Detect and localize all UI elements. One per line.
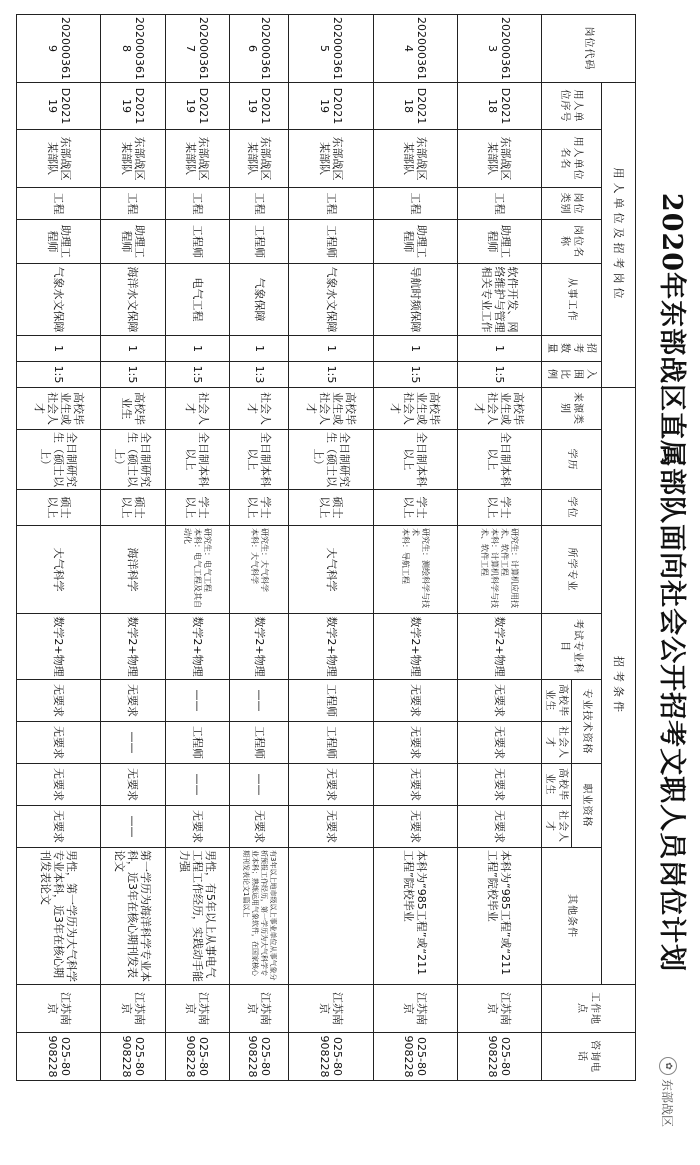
cell-other: 男性，第一学历为大气科学专业本科，近3年在核心期刊发表论文 [17,848,101,985]
cell-tq-grad: 无要求 [457,680,541,722]
header-vq-social: 社会人才 [542,806,572,848]
cell-post-type: 工程 [289,188,373,220]
header-post-code: 岗位代码 [542,15,636,83]
cell-vq-social: —— [101,806,165,848]
cell-tq-social: 无要求 [457,722,541,764]
cell-major: 研究生：电气工程 本科：电气工程及其自动化 [165,526,229,614]
cell-exam: 数学2+物理 [373,614,457,680]
cell-major: 大气科学 [289,526,373,614]
cell-education: 全日制本科以上 [457,430,541,490]
cell-vq-grad: 无要求 [101,764,165,806]
cell-tq-grad: —— [165,680,229,722]
header-count: 招考数量 [542,336,602,362]
cell-vq-social: 无要求 [457,806,541,848]
cell-degree: 学士以上 [229,490,289,526]
cell-phone: 025-80908228 [165,1033,229,1081]
cell-work: 海洋水文保障 [101,264,165,336]
cell-unit-code: D202118 [373,83,457,130]
cell-tq-social: 工程师 [165,722,229,764]
cell-post-type: 工程 [17,188,101,220]
cell-exam: 数学2+物理 [101,614,165,680]
cell-exam: 数学2+物理 [17,614,101,680]
cell-source: 高校毕业生或社会人才 [457,388,541,430]
cell-vq-grad: —— [165,764,229,806]
cell-unit-name: 东部战区某部队 [229,130,289,188]
cell-ratio: 1:5 [101,362,165,388]
cell-ratio: 1:5 [373,362,457,388]
cell-source: 高校毕业生或社会人才 [289,388,373,430]
cell-tq-social: —— [101,722,165,764]
cell-post-name: 工程师 [289,220,373,264]
cell-education: 全日制研究生（硕士以上） [101,430,165,490]
cell-tq-social: 工程师 [229,722,289,764]
cell-source: 高校毕业生或社会人才 [373,388,457,430]
cell-vq-grad: 无要求 [373,764,457,806]
cell-work: 气象水文保障 [17,264,101,336]
cell-vq-grad: 无要求 [289,764,373,806]
cell-post-type: 工程 [457,188,541,220]
cell-post-name: 助理工程师 [101,220,165,264]
cell-exam: 数学2+物理 [289,614,373,680]
cell-degree: 硕士以上 [101,490,165,526]
cell-other: 第一学历为海洋科学专业本科，近3年在核心期刊发表论文 [101,848,165,985]
cell-vq-social: 无要求 [373,806,457,848]
cell-post-code: 2020003619 [17,15,101,83]
header-vq-grad: 高校毕业生 [542,764,572,806]
cell-post-code: 2020003617 [165,15,229,83]
cell-unit-code: D202119 [289,83,373,130]
header-location: 工作地点 [542,985,636,1033]
cell-location: 江苏南京 [373,985,457,1033]
cell-unit-code: D202118 [457,83,541,130]
header-tq-grad: 高校毕业生 [542,680,572,722]
cell-other: 有3年以上地市级以上事业单位从事气象分析预报工作经历，第一学历为大气科学专业本科；熟练运用气象软件，在国家核心期刊发表论文1篇以上 [229,848,289,985]
cell-education: 全日制研究生（硕士以上） [17,430,101,490]
cell-post-name: 工程师 [229,220,289,264]
cell-degree: 学士以上 [373,490,457,526]
cell-tq-grad: —— [229,680,289,722]
header-other: 其他条件 [542,848,602,985]
header-source: 来源类别 [542,388,602,430]
table-row [229,15,289,1081]
group-unit: 用人单位及招考岗位 [602,83,636,388]
cell-count: 1 [289,336,373,362]
cell-education: 全日制本科以上 [165,430,229,490]
cell-vq-grad: 无要求 [457,764,541,806]
cell-exam: 数学2+物理 [457,614,541,680]
cell-other: 男性，有5年以上从事电气工程工作经历，实践动手能力强 [165,848,229,985]
cell-post-code: 2020003613 [457,15,541,83]
cell-tq-grad: 无要求 [101,680,165,722]
cell-phone: 025-80908228 [17,1033,101,1081]
cell-ratio: 1:3 [229,362,289,388]
cell-other: 本科为“985工程”或“211工程”院校毕业 [373,848,457,985]
cell-exam: 数学2+物理 [229,614,289,680]
cell-count: 1 [457,336,541,362]
cell-post-code: 2020003616 [229,15,289,83]
cell-post-type: 工程 [101,188,165,220]
cell-count: 1 [17,336,101,362]
cell-vq-social: 无要求 [289,806,373,848]
cell-unit-name: 东部战区某部队 [17,130,101,188]
header-vocational-qual: 职业资格 [572,764,602,848]
cell-tq-grad: 无要求 [17,680,101,722]
cell-phone: 025-80908228 [101,1033,165,1081]
wechat-account-icon: ✿ [659,1057,677,1075]
cell-degree: 学士以上 [457,490,541,526]
watermark-text: 东部战区 [660,1079,675,1128]
cell-tq-social: 工程师 [289,722,373,764]
header-degree: 学位 [542,490,602,526]
watermark [656,1057,680,1157]
cell-source: 高校毕业生 [101,388,165,430]
cell-phone: 025-80908228 [229,1033,289,1081]
cell-degree: 硕士以上 [289,490,373,526]
table-row [457,15,541,1081]
cell-post-type: 工程 [229,188,289,220]
header-education: 学历 [542,430,602,490]
cell-post-code: 2020003614 [373,15,457,83]
cell-phone: 025-80908228 [373,1033,457,1081]
cell-major: 研究生：计算机应用技术、软件工程 本科：计算机科学与技术、软件工程 [457,526,541,614]
cell-unit-code: D202119 [229,83,289,130]
header-unit-name: 用人单位名名 [542,130,602,188]
cell-count: 1 [373,336,457,362]
cell-vq-grad: 无要求 [17,764,101,806]
cell-vq-grad: —— [229,764,289,806]
cell-degree: 硕士以上 [17,490,101,526]
table-row [17,15,101,1081]
header-work: 从事工作 [542,264,602,336]
cell-post-name: 助理工程师 [17,220,101,264]
cell-post-type: 工程 [165,188,229,220]
cell-work: 气象保障 [229,264,289,336]
cell-unit-name: 东部战区某部队 [457,130,541,188]
header-major: 所学专业 [542,526,602,614]
cell-ratio: 1:5 [17,362,101,388]
header-ratio: 入围比例 [542,362,602,388]
cell-source: 高校毕业生或社会人才 [17,388,101,430]
table-row [289,15,373,1081]
cell-source: 社会人才 [165,388,229,430]
cell-count: 1 [165,336,229,362]
cell-unit-name: 东部战区某部队 [373,130,457,188]
cell-phone: 025-80908228 [457,1033,541,1081]
cell-ratio: 1:5 [457,362,541,388]
cell-education: 全日制研究生（硕士以上） [289,430,373,490]
cell-post-type: 工程 [373,188,457,220]
cell-tq-social: 无要求 [373,722,457,764]
cell-post-name: 助理工程师 [457,220,541,264]
cell-unit-name: 东部战区某部队 [289,130,373,188]
cell-tq-grad: 工程师 [289,680,373,722]
page-title: 2020年东部战区直属部队面向社会公开招考文职人员岗位计划 [656,192,687,973]
cell-major: 大气科学 [17,526,101,614]
cell-unit-code: D202119 [165,83,229,130]
table-row [101,15,165,1081]
cell-count: 1 [229,336,289,362]
cell-location: 江苏南京 [289,985,373,1033]
cell-post-code: 2020003615 [289,15,373,83]
cell-major: 海洋科学 [101,526,165,614]
header-unit-code: 用人单位序号 [542,83,602,130]
cell-ratio: 1:5 [165,362,229,388]
cell-vq-social: 无要求 [165,806,229,848]
cell-tq-social: 无要求 [17,722,101,764]
cell-major: 研究生：测绘科学与技术 本科：导航工程 [373,526,457,614]
cell-other: 本科为“985工程”或“211工程”院校毕业 [457,848,541,985]
cell-tq-grad: 无要求 [373,680,457,722]
header-phone: 咨询电话 [542,1033,636,1081]
header-tech-qual: 专业技术资格 [572,680,602,764]
cell-location: 江苏南京 [17,985,101,1033]
header-post-name: 岗位名称 [542,220,602,264]
cell-education: 全日制本科以上 [229,430,289,490]
header-tq-social: 社会人才 [542,722,572,764]
cell-unit-name: 东部战区某部队 [101,130,165,188]
cell-post-name: 工程师 [165,220,229,264]
cell-unit-name: 东部战区某部队 [165,130,229,188]
cell-education: 全日制本科以上 [373,430,457,490]
cell-work: 气象水文保障 [289,264,373,336]
recruitment-table [16,14,636,1081]
cell-post-code: 2020003618 [101,15,165,83]
cell-degree: 学士以上 [165,490,229,526]
group-conditions: 招考条件 [602,388,636,985]
cell-unit-code: D202119 [17,83,101,130]
header-post-type: 岗位类别 [542,188,602,220]
cell-work: 导航时频保障 [373,264,457,336]
cell-exam: 数学2+物理 [165,614,229,680]
cell-unit-code: D202119 [101,83,165,130]
cell-phone: 025-80908228 [289,1033,373,1081]
cell-location: 江苏南京 [457,985,541,1033]
table-row [165,15,229,1081]
cell-vq-social: 无要求 [229,806,289,848]
cell-work: 软件开发、网络维护与管理相关专业工作 [457,264,541,336]
table-row [373,15,457,1081]
cell-major: 研究生：大气科学 本科：大气科学 [229,526,289,614]
cell-vq-social: 无要求 [17,806,101,848]
cell-location: 江苏南京 [229,985,289,1033]
cell-source: 社会人才 [229,388,289,430]
cell-count: 1 [101,336,165,362]
cell-location: 江苏南京 [165,985,229,1033]
cell-location: 江苏南京 [101,985,165,1033]
cell-post-name: 助理工程师 [373,220,457,264]
header-exam: 考试专业科目 [542,614,602,680]
cell-ratio: 1:5 [289,362,373,388]
cell-work: 电气工程 [165,264,229,336]
cell-other [289,848,373,985]
